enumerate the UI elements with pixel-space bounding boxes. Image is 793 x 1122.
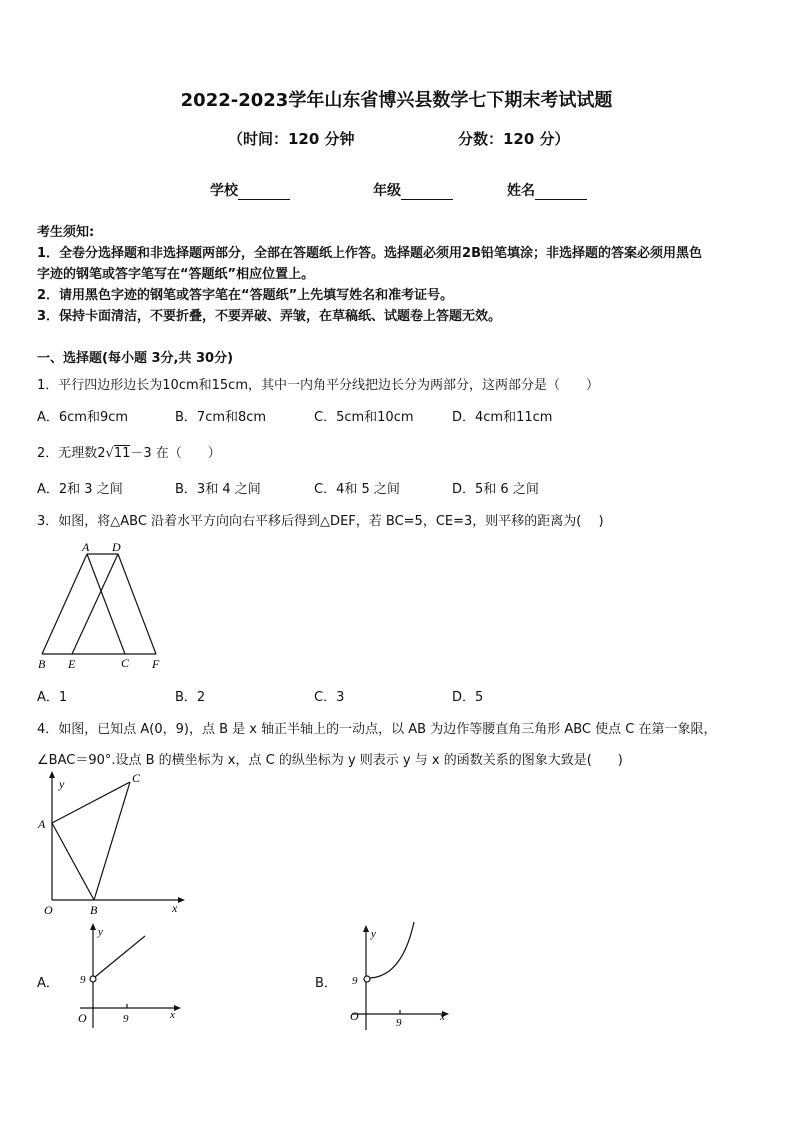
q2-option-c: C．4和 5 之间 [314, 482, 400, 497]
label-f: F [152, 657, 160, 671]
label-o: O [350, 1009, 359, 1023]
school-blank [238, 185, 290, 200]
notice-heading: 考生须知: [37, 225, 95, 240]
y-arrow [49, 771, 55, 778]
q3-option-c: C．3 [314, 690, 345, 705]
label-e: E [68, 657, 76, 671]
label-y: y [98, 926, 103, 938]
q2-text-post: －3 在（ ） [130, 446, 221, 461]
label-nine-x: 9 [396, 1017, 402, 1029]
question-4-line1: 4．如图，已知点 A(0，9)，点 B 是 x 轴正半轴上的一动点，以 AB 为边作等腰直角三角形 ABC 使点 C 在第一象限， [37, 722, 717, 737]
open-point [90, 976, 96, 982]
q3-option-b: B．2 [175, 690, 206, 705]
q2-text-pre: 2．无理数2 [37, 446, 106, 461]
q3-translation-figure [32, 538, 172, 672]
y-arrow [363, 925, 369, 932]
page-title: 2022-2023学年山东省博兴县数学七下期末考试试题 [180, 90, 613, 111]
sqrt-symbol: √ [105, 446, 114, 461]
q4-main-figure [32, 768, 192, 920]
question-3: 3．如图，将△ABC 沿着水平方向向右平移后得到△DEF，若 BC=5，CE=3，则平移的距离为( ) [37, 514, 604, 529]
label-b: B [38, 657, 46, 671]
notice-item: 3．保持卡面清洁，不要折叠，不要弄破、弄皱，在草稿纸、试题卷上答题无效。 [37, 309, 502, 324]
label-o: O [44, 903, 53, 917]
grade-field [373, 180, 453, 200]
q4-option-b-label: B． [315, 976, 337, 991]
notice-item: 1．全卷分选择题和非选择题两部分，全部在答题纸上作答。选择题必须用2B铅笔填涂；非选择题的答案必须用黑色 [37, 246, 703, 261]
segment-ab [52, 823, 94, 900]
section-heading: 一、选择题(每小题 3分,共 30分) [37, 351, 234, 366]
side-ac [87, 554, 125, 654]
linear-curve [95, 936, 145, 977]
side-ba [42, 554, 87, 654]
label-nine-y: 9 [80, 974, 86, 986]
label-nine-y: 9 [352, 975, 358, 987]
notice-item: 2．请用黑色字迹的钢笔或答字笔在“答题纸”上先填写姓名和准考证号。 [37, 288, 454, 303]
label-y: y [59, 777, 65, 791]
q1-option-a: A．6cm和9cm [37, 410, 129, 425]
exam-score: 分数：120 分） [458, 130, 570, 148]
label-x: x [172, 901, 178, 915]
open-point [364, 976, 370, 982]
q3-option-d: D．5 [452, 690, 484, 705]
side-ed [72, 554, 118, 654]
exam-time: （时间：120 分钟 [228, 130, 355, 148]
question-4-line2: ∠BAC＝90°.设点 B 的横坐标为 x，点 C 的纵坐标为 y 则表示 y 与 x 的函数关系的图象大致是( ) [37, 753, 623, 768]
label-x: x [440, 1011, 445, 1023]
y-arrow [90, 923, 96, 930]
x-arrow [174, 1005, 181, 1011]
q2-option-a: A．2和 3 之间 [37, 482, 123, 497]
q2-radicand: 11 [113, 446, 131, 461]
name-label: 姓名 [507, 183, 535, 199]
label-x: x [170, 1009, 175, 1021]
school-label: 学校 [210, 183, 238, 199]
exam-notice [37, 222, 767, 327]
q1-option-c: C．5cm和10cm [314, 410, 414, 425]
question-2 [37, 442, 221, 461]
label-a: A [82, 540, 90, 554]
label-a: A [38, 817, 46, 831]
x-arrow [178, 897, 185, 903]
q2-option-d: D．5和 6 之间 [452, 482, 539, 497]
q4-option-b-graph [342, 922, 462, 1032]
q4-option-a-graph [70, 922, 190, 1032]
side-df [118, 554, 156, 654]
label-y: y [371, 928, 376, 940]
label-d: D [112, 540, 121, 554]
segment-bc [94, 782, 130, 900]
q3-option-a: A．1 [37, 690, 68, 705]
school-field [210, 180, 290, 200]
q4-option-a-label: A． [37, 976, 59, 991]
grade-label: 年级 [373, 183, 401, 199]
name-blank [535, 185, 587, 200]
q1-option-b: B．7cm和8cm [175, 410, 267, 425]
label-b: B [90, 903, 98, 917]
label-nine-x: 9 [123, 1013, 129, 1025]
label-c: C [132, 771, 141, 785]
question-1: 1．平行四边形边长为10cm和15cm，其中一内角平分线把边长分为两部分，这两部分是（ ） [37, 378, 599, 393]
label-o: O [78, 1011, 87, 1025]
name-field [507, 180, 587, 200]
q2-option-b: B．3和 4 之间 [175, 482, 261, 497]
grade-blank [401, 185, 453, 200]
label-c: C [121, 656, 130, 670]
q1-option-d: D．4cm和11cm [452, 410, 553, 425]
notice-item: 字迹的钢笔或答字笔写在“答题纸”相应位置上。 [37, 267, 315, 282]
